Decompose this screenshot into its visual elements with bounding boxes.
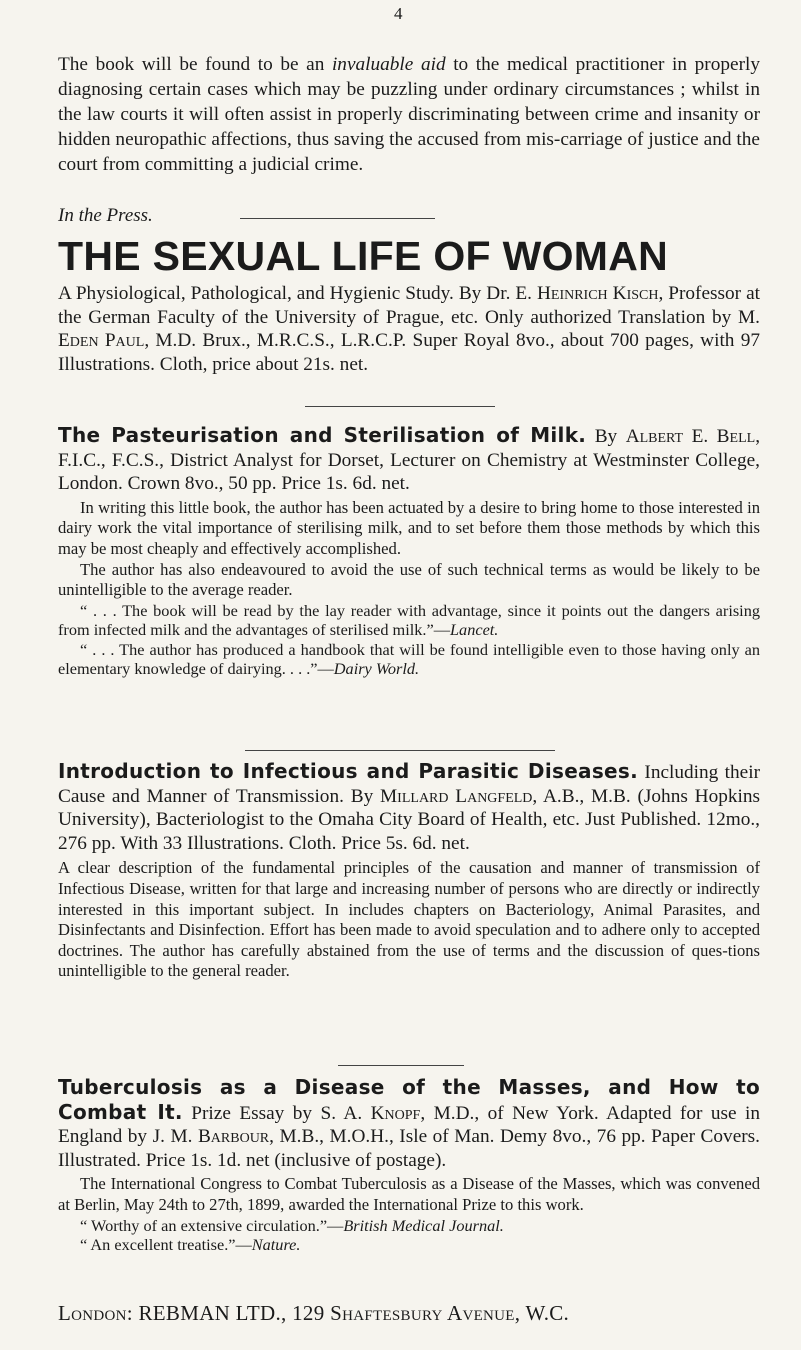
publisher-name: REBMAN LTD. [138, 1301, 282, 1325]
in-the-press-label: In the Press. [58, 205, 153, 226]
review-quote [58, 601, 760, 640]
divider [240, 218, 435, 219]
quote-source: Lancet. [450, 620, 499, 640]
intro-emphasis: invaluable aid [331, 54, 446, 75]
entry-text: A Physiological, Pathological, and Hygienic Study. By Dr. E. [58, 283, 537, 304]
author-name: Heinrich Kisch [536, 283, 659, 304]
page-number: 4 [394, 4, 403, 23]
book-entry-sexual-life [58, 282, 760, 376]
entry-heading-paragraph [58, 424, 760, 496]
author-name: Millard Langfeld [380, 785, 533, 807]
imprint-text: , W.C. [514, 1301, 570, 1325]
book-entry-tuberculosis [58, 1076, 760, 1255]
quote-text: “ Worthy of an extensive circulation.”— [80, 1215, 344, 1235]
description-paragraph: The author has also endeavoured to avoid the use of such technical terms as would be likely to be unintelligible to the average reader. [58, 559, 760, 600]
quote-source: Dairy World. [333, 659, 420, 679]
entry-text: , M.B., M.O.H., Isle of Man. Demy 8vo., 76 pp. Paper Covers. Illustrated. Price 1s. 1d. net (inclusive of postage). [58, 1126, 760, 1171]
divider [245, 750, 555, 751]
book-entry-infectious-diseases [58, 760, 760, 982]
entry-text: , Professor at the German Faculty of the University of Prague, etc. Only authorized Translation by M. [58, 283, 760, 328]
entry-text: By [586, 426, 626, 447]
book-title-infectious-diseases: Introduction to Infectious and Parasitic Diseases. [58, 759, 639, 783]
review-quote [58, 1235, 760, 1255]
author-name: Albert E. Bell [625, 426, 756, 447]
author-name: Knopf [370, 1102, 421, 1124]
quote-text: “ . . . The book will be read by the lay reader with advantage, since it points out the dangers arising from infected milk and the advantages of sterilised milk.”— [58, 600, 760, 640]
quote-source: Nature. [251, 1235, 301, 1255]
entry-text: , F.I.C., F.C.S., District Analyst for Dorset, Lecturer on Chemistry at Westminster College, London. Crown 8vo., 50 pp. Price 1s. 6d. net. [58, 426, 761, 495]
book-title-pasteurisation: The Pasteurisation and Sterilisation of Milk. [58, 423, 587, 447]
entry-text: Prize Essay by S. A. [182, 1102, 371, 1124]
quote-text: “ . . . The author has produced a handbook that will be found intelligible even to those having only an elementary knowledge of dairying. . . .”— [58, 639, 760, 679]
entry-heading-paragraph [58, 1076, 760, 1172]
intro-text-start: The book will be found to be an [58, 54, 332, 75]
description-paragraph: A clear description of the fundamental principles of the causation and manner of transmission of Infectious Disease, written for that large and increasing number of persons who are directly or indirectly interested in this important subject. In includes chapters on Bacteriology, Animal Parasites, and Disinfectants and Disinfection. Effort has been made to avoid speculation and to adhere only to accepted doctrines. The author has carefully abstained from the use of terms and the discussion of ques-tions unintelligible to the general reader. [58, 858, 760, 981]
book-title-sexual-life: THE SEXUAL LIFE OF WOMAN [58, 233, 669, 279]
entry-heading-paragraph [58, 760, 760, 855]
publisher-imprint [58, 1301, 768, 1326]
review-quote [58, 640, 760, 679]
intro-text-end: to the medical practitioner in properly diagnosing certain cases which may be puzzling under ordinary circumstances ; whilst in the law courts it will often assist in properly discriminating between crime and insanity or hidden neuropathic affections, thus saving the accused from mis-carriage of justice and the court from committing a judicial crime. [58, 54, 760, 175]
entry-text: Including their Cause and Manner of Transmission. By [58, 762, 760, 807]
description-paragraph: The International Congress to Combat Tuberculosis as a Disease of the Masses, which was convened at Berlin, May 24th to 27th, 1899, awarded the International Prize to this work. [58, 1174, 760, 1214]
imprint-street: Shaftesbury Avenue [330, 1301, 515, 1325]
imprint-separator: : [126, 1301, 139, 1325]
quote-source: British Medical Journal. [343, 1215, 504, 1235]
divider [305, 406, 495, 407]
imprint-text: , 129 [281, 1301, 331, 1325]
translator-name: Eden Paul [58, 330, 145, 352]
book-title-tuberculosis: Tuberculosis as a Disease of the Masses, and How to Combat It. [58, 1075, 760, 1124]
divider [338, 1065, 464, 1066]
entry-text: , M.D. Brux., M.R.C.S., L.R.C.P. Super Royal 8vo., about 700 pages, with 97 Illustrations. Cloth, price about 21s. net. [58, 330, 760, 375]
review-quote [58, 1216, 760, 1236]
description-paragraph: In writing this little book, the author has been actuated by a desire to bring home to those interested in dairy work the vital importance of sterilising milk, and to set before them those methods by which this may be most cheaply and effectively accomplished. [58, 497, 760, 558]
book-entry-pasteurisation [58, 424, 760, 679]
entry-text: , A.B., M.B. (Johns Hopkins University), Bacteriologist to the Omaha City Board of Health, etc. Just Published. 12mo., 276 pp. With 33 Illustrations. Cloth. Price 5s. 6d. net. [58, 785, 760, 854]
entry-text: , M.D., of New York. Adapted for use in England by J. M. [58, 1102, 760, 1148]
quote-text: “ An excellent treatise.”— [80, 1235, 252, 1255]
intro-paragraph [58, 52, 760, 177]
imprint-city: London [58, 1301, 127, 1325]
adapter-name: Barbour [197, 1126, 270, 1148]
